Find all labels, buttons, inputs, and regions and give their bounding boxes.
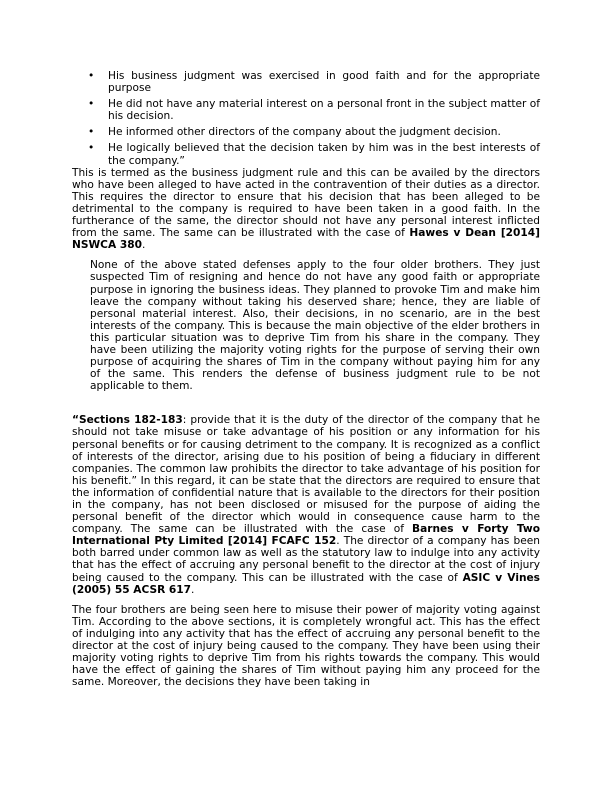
list-item [72, 70, 540, 94]
duty-conditions-list [72, 70, 540, 167]
brothers-analysis-paragraph: The four brothers are being seen here to misuse their power of majority voting against Tim. According to the above sections, it is completely wrongful act. This has the effect of indulging into any activity that has the effect of accruing any personal benefit to the director at the cost of injury being caused to the company. They have been using their majority voting rights to deprive Tim from his rights towards the company. This would have the effect of gaining the shares of Tim without paying him any proceed for the same. Moreover, the decisions they have been taking in [72, 603, 540, 689]
paragraph-text: : provide that it is the duty of the director of the company that he should not take misuse or take advantage of his position or any information for his personal benefits or for causing detriment to the company. It is recognized as a conflict of interests of the director, arising due to his position of being a fiduciary in different companies. The common law prohibits the director to take advantage of his position for his benefit.” In this regard, it can be state that the directors are required to ensure that the information of confidential nature that is available to the directors for their position in the company, has not been disclosed or misused for the purpose of aiding the personal benefit of the director which would in consequence cause harm to the company. The same can be illustrated with the case of [72, 414, 540, 536]
case-citation: ASIC v Vines (2005) 55 ACSR 617 [72, 571, 540, 596]
spacer [72, 392, 540, 414]
business-judgment-paragraph [72, 167, 540, 252]
bullet-icon: • [88, 70, 95, 82]
spacer [72, 251, 540, 259]
list-item [72, 98, 540, 122]
case-citation: Barnes v Forty Two International Pty Limited [2014] FCAFC 152 [72, 523, 540, 548]
case-citation: Hawes v Dean [2014] NSWCA 380 [72, 227, 540, 252]
paragraph-text: . The director of a company has been both barred under common law as well as the statutory law to indulge into any activity that has the effect of accruing any personal benefit to the director at the cost of injury being caused to the company. This can be illustrated with the case of [72, 535, 540, 584]
sections-paragraph [72, 414, 540, 595]
document-page [72, 70, 540, 688]
bullet-icon: • [88, 98, 95, 111]
punctuation: . [141, 239, 146, 252]
list-item [72, 142, 540, 166]
list-item-text: He did not have any material interest on a personal front in the subject matter of his decision. [108, 98, 540, 123]
bullet-icon: • [88, 126, 95, 139]
paragraph-text: This is termed as the business judgment rule and this can be availed by the directors who have been alleged to have acted in the contravention of their duties as a director. This requires the director to ensure that his decision that has been alleged to be detrimental to the company is required to have been taken in a good faith. In the furtherance of the same, the director should not have any personal interest inflicted from the same. The same can be illustrated with the case of [72, 166, 540, 240]
list-item-text: He informed other directors of the company about the judgment decision. [108, 126, 501, 139]
list-item-text: He logically believed that the decision taken by him was in the best interests of the company.” [108, 142, 540, 167]
list-item-text: His business judgment was exercised in good faith and for the appropriate purpose [108, 70, 540, 95]
bullet-icon: • [88, 142, 95, 155]
punctuation: . [191, 583, 195, 596]
spacer [72, 596, 540, 604]
section-heading: “Sections 182-183 [72, 414, 183, 427]
defenses-analysis-paragraph: None of the above stated defenses apply to the four older brothers. They just suspected Tim of resigning and hence do not have any good faith or appropriate purpose in ignoring the business ideas. They planned to provoke Tim and make him leave the company without taking his deserved share; hence, they are liable of personal material interest. Also, their decisions, in no scenario, are in the best interests of the company. This is because the main objective of the elder brothers in this particular situation was to deprive Tim from his share in the company. They have been utilizing the majority voting rights for the purpose of serving their own purpose of acquiring the shares of Tim in the company without paying him for any of the same. This renders the defense of business judgment rule to be not applicable to them. [90, 259, 540, 393]
list-item [72, 126, 540, 138]
